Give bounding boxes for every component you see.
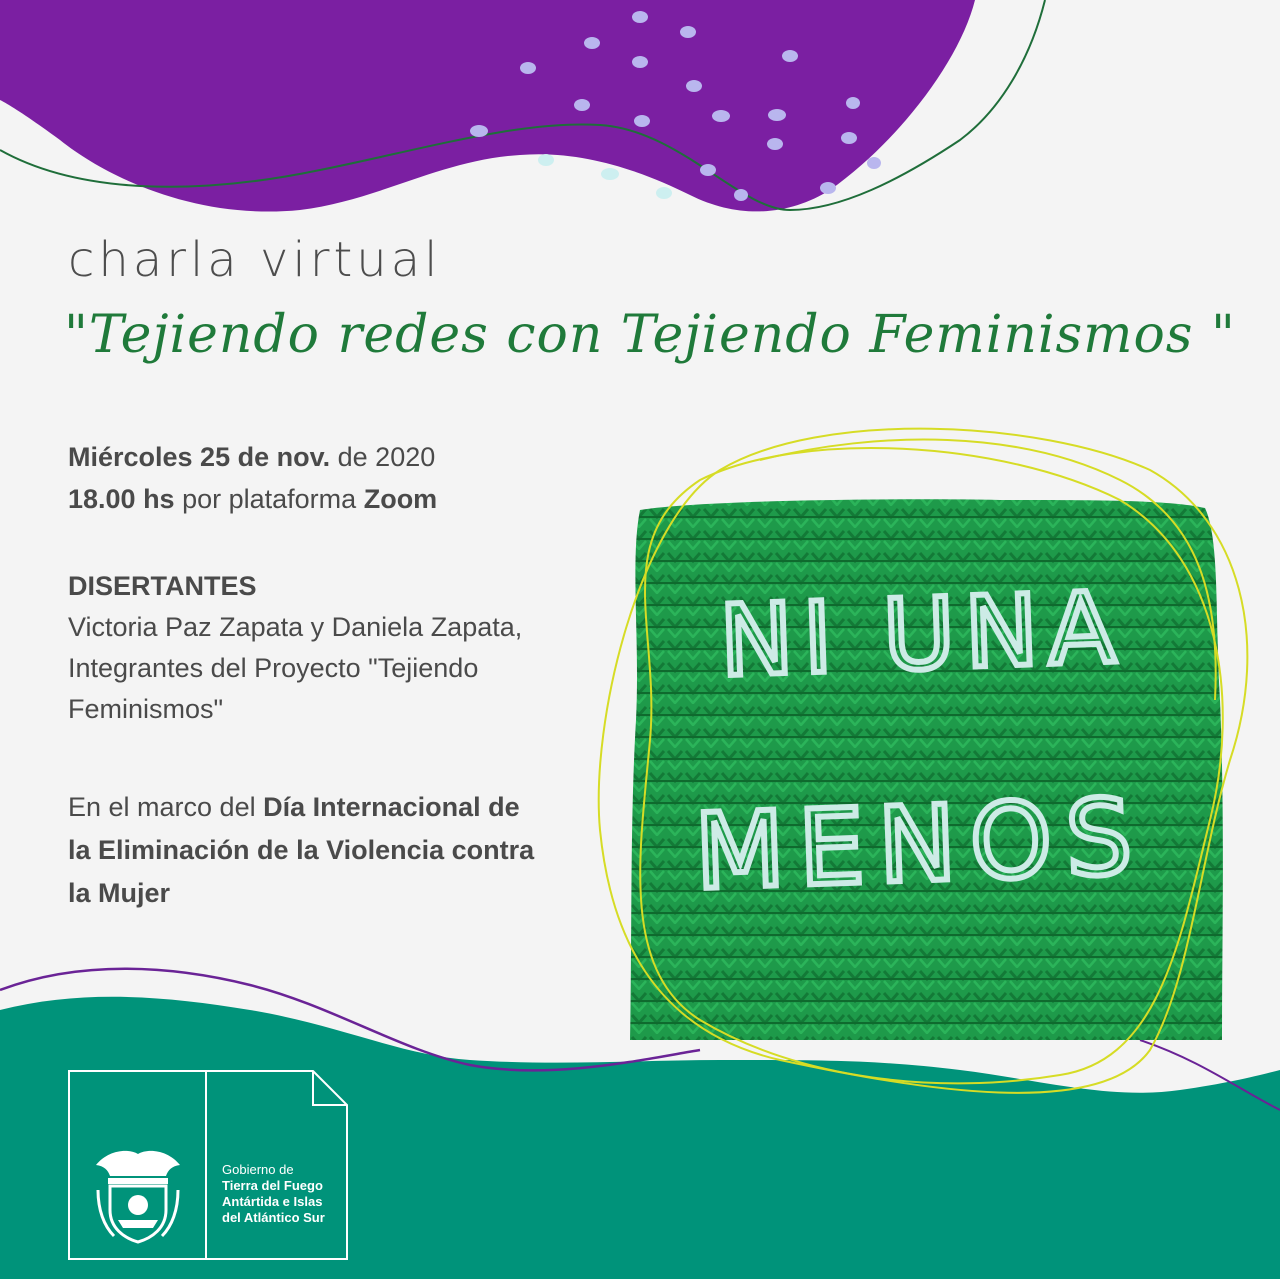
date-month: de nov. [237, 442, 331, 472]
knit-text-line1: NI UNA [717, 571, 1128, 700]
subtitle: charla virtual [68, 232, 442, 288]
government-name [222, 1162, 325, 1226]
speakers-block [68, 566, 548, 730]
context-prefix: En el marco del [68, 792, 256, 822]
event-time: 18.00 hs [68, 484, 175, 514]
logo-line-1: Gobierno de [222, 1162, 294, 1177]
coat-of-arms-icon [96, 1151, 180, 1242]
date-year: de 2020 [337, 442, 436, 472]
context-block [68, 786, 548, 915]
date-time-block [68, 436, 437, 520]
context-highlight: Día Internacional de la Eliminación de la Violencia contra la Mujer [68, 792, 535, 908]
knit-text-line2: MENOS [692, 775, 1148, 914]
time-line [68, 478, 437, 520]
logo-line-3: Antártida e Islas [222, 1194, 323, 1209]
platform-prefix: por plataforma [182, 484, 357, 514]
speakers-text: Victoria Paz Zapata y Daniela Zapata, Integrantes del Proyecto "Tejiendo Feminismos" [68, 612, 523, 724]
event-title: "Tejiendo redes con Tejiendo Feminismos " [64, 305, 1236, 365]
logo-line-4: del Atlántico Sur [222, 1210, 325, 1225]
logo-line-2: Tierra del Fuego [222, 1178, 323, 1193]
platform-name: Zoom [363, 484, 438, 514]
date-day: Miércoles 25 [68, 442, 231, 472]
speakers-heading: DISERTANTES [68, 571, 257, 601]
date-line [68, 436, 437, 478]
